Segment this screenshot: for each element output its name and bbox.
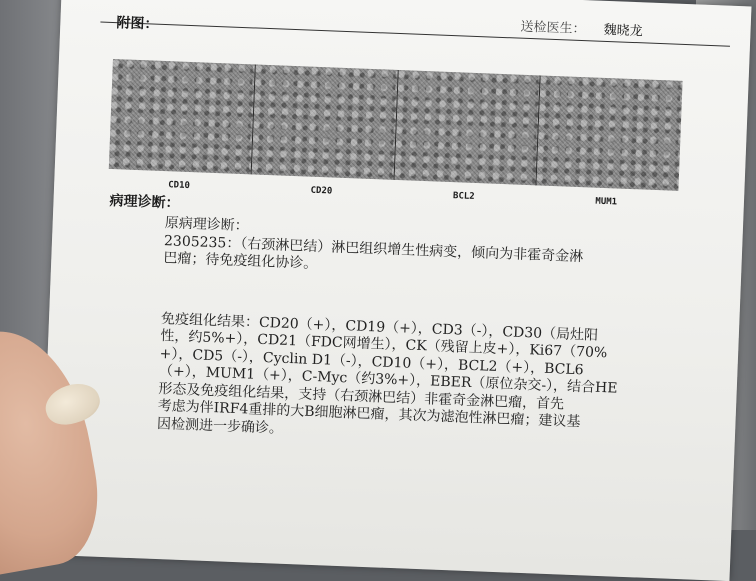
ihc-image-mum1 [537, 75, 683, 190]
original-diagnosis-paragraph: 原病理诊断： 2305235：（右颈淋巴结）淋巴组织增生性病变，倾向为非霍奇金淋 巴瘤；待免疫组化协诊。 [163, 215, 584, 273]
ihc-image-cd10 [109, 59, 256, 174]
diagnosis-section-title: 病理诊断： [109, 192, 180, 212]
ihc-image-bcl2 [394, 70, 541, 185]
image-label: CD10 [168, 180, 191, 192]
image-label: MUM1 [595, 196, 618, 208]
doctor-name: 魏晓龙 [603, 22, 643, 40]
figure-title: 附图： [116, 15, 159, 33]
ihc-image-strip [109, 59, 683, 191]
ihc-image-cd20 [251, 64, 398, 179]
doctor-label: 送检医生： [520, 19, 586, 38]
report-paper [40, 0, 752, 581]
image-label: CD20 [310, 185, 333, 197]
diagnosis-body [157, 215, 645, 451]
image-label: BCL2 [452, 191, 475, 202]
submitting-doctor [520, 16, 643, 40]
ihc-results-paragraph: 免疫组化结果：CD20（+），CD19（+），CD3（-），CD30（局灶阳 性，约5%+），CD21（FDC网增生），CK（残留上皮+），Ki67（70% +），CD5（-），Cyclin D1（-），CD10（+），BCL2（+），BCL6 （+），MUM1（+），C-Myc（约3%+），EBER（原位杂交-），结合HE 形态及免疫组化结果，支持（右颈淋巴结）非霍奇金淋巴瘤，首先 考虑为伴IRF4重排的大B细胞淋巴瘤，其次为滤泡性淋巴瘤；建议基 因检测进一步确诊。 [156, 310, 618, 437]
